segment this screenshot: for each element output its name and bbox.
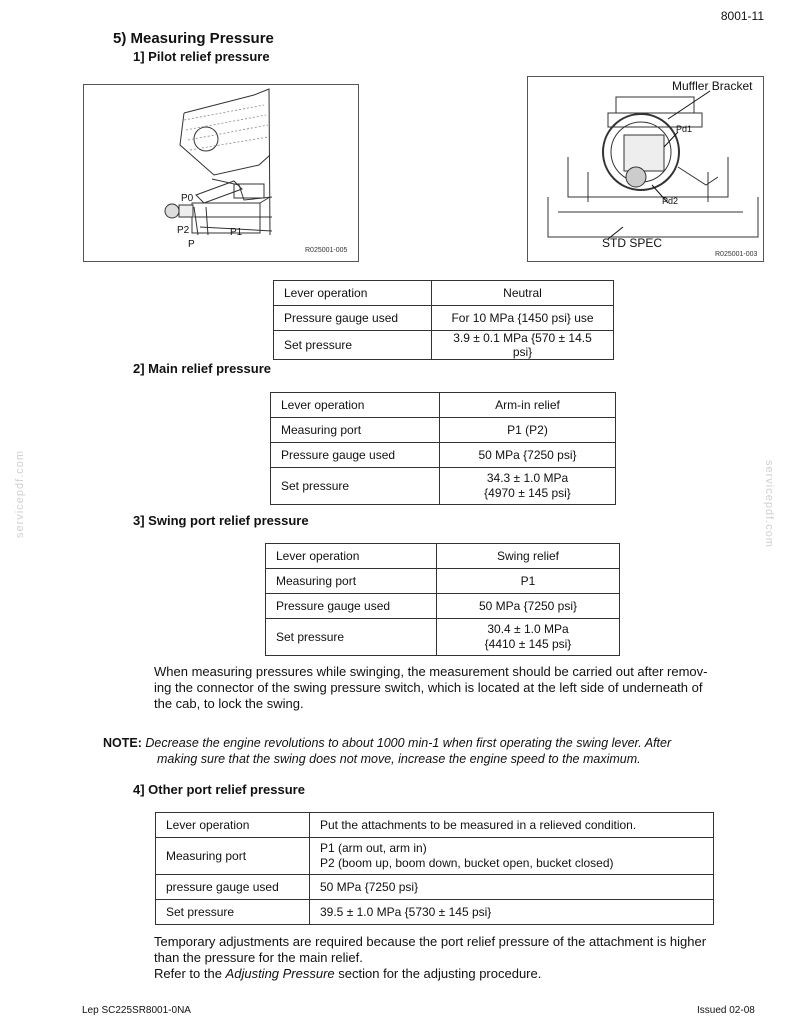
paragraph-line: the cab, to lock the swing.: [154, 696, 304, 711]
row-value: [440, 468, 616, 505]
row-label: Measuring port: [266, 569, 437, 594]
section-heading: 5) Measuring Pressure: [113, 30, 274, 47]
label-pd2: Pd2: [662, 196, 679, 206]
watermark-left: servicepdf.com: [14, 450, 26, 538]
row-value: For 10 MPa {1450 psi} use: [432, 306, 614, 331]
row-label: Set pressure: [156, 900, 310, 925]
row-value: 50 MPa {7250 psi}: [310, 875, 714, 900]
table-row: [274, 306, 614, 331]
pilot-pump-figure: [83, 84, 359, 262]
note-text: making sure that the swing does not move, increase the engine speed to the maximum.: [157, 752, 641, 766]
row-value: [310, 838, 714, 875]
paragraph-line: ing the connector of the swing pressure switch, which is located at the left side of underneath of: [154, 680, 703, 695]
table-row: [266, 544, 620, 569]
row-label: Lever operation: [271, 393, 440, 418]
pilot-pump-drawing: [84, 85, 358, 261]
table-row: [156, 813, 714, 838]
row-label: Pressure gauge used: [274, 306, 432, 331]
table-row: [271, 393, 616, 418]
row-label: Measuring port: [156, 838, 310, 875]
footer-doc-code: Lep SC225SR8001-0NA: [82, 1005, 191, 1016]
row-label: pressure gauge used: [156, 875, 310, 900]
note-block: [103, 735, 763, 767]
label-p: P: [188, 239, 195, 250]
row-value: 39.5 ± 1.0 MPa {5730 ± 145 psi}: [310, 900, 714, 925]
figure-code-right: R025001-003: [715, 251, 758, 258]
note-line-2: [103, 751, 763, 767]
table-row: [156, 838, 714, 875]
note-line-1: [103, 735, 763, 751]
refer-before: Refer to the: [154, 966, 226, 981]
table-row: [156, 875, 714, 900]
row-label: Set pressure: [271, 468, 440, 505]
refer-link-text: Adjusting Pressure: [225, 966, 335, 981]
refer-line: [154, 966, 774, 982]
swing-paragraph: [154, 664, 774, 712]
value-line: 34.3 ± 1.0 MPa: [486, 471, 569, 485]
table-row: [266, 619, 620, 656]
label-p0: P0: [181, 193, 194, 204]
muffler-bracket-label: Muffler Bracket: [672, 79, 753, 93]
label-pd1: Pd1: [676, 124, 693, 134]
paragraph-line: Temporary adjustments are required because the port relief pressure of the attachment is higher: [154, 934, 707, 949]
row-label: Lever operation: [274, 281, 432, 306]
table-row: [271, 443, 616, 468]
other-paragraph: [154, 934, 774, 982]
pilot-relief-title: 1] Pilot relief pressure: [133, 49, 270, 64]
paragraph-line: than the pressure for the main relief.: [154, 950, 363, 965]
row-value: Put the attachments to be measured in a relieved condition.: [310, 813, 714, 838]
table-row: [271, 468, 616, 505]
muffler-bracket-figure: [527, 76, 764, 262]
other-relief-table: [155, 812, 714, 925]
row-label: Lever operation: [266, 544, 437, 569]
muffler-bracket-drawing: [528, 77, 763, 261]
table-row: [266, 594, 620, 619]
value-line: P2 (boom up, boom down, bucket open, bucket closed): [320, 856, 614, 870]
value-line: {4970 ± 145 psi}: [484, 486, 571, 500]
row-label: Set pressure: [274, 331, 432, 360]
row-value: 50 MPa {7250 psi}: [437, 594, 620, 619]
refer-after: section for the adjusting procedure.: [334, 966, 542, 981]
row-label: Pressure gauge used: [266, 594, 437, 619]
row-value: Swing relief: [437, 544, 620, 569]
row-value: Arm-in relief: [440, 393, 616, 418]
swing-relief-table: [265, 543, 620, 656]
other-relief-title: 4] Other port relief pressure: [133, 782, 305, 797]
table-row: [266, 569, 620, 594]
table-row: [274, 281, 614, 306]
row-value: [437, 619, 620, 656]
row-value: Neutral: [432, 281, 614, 306]
main-relief-table: [270, 392, 616, 505]
main-relief-title: 2] Main relief pressure: [133, 361, 271, 376]
row-value: 50 MPa {7250 psi}: [440, 443, 616, 468]
std-spec-label: STD SPEC: [602, 236, 663, 250]
page-number: 8001-11: [720, 9, 764, 23]
watermark-right: servicepdf.com: [763, 460, 775, 548]
paragraph-line: When measuring pressures while swinging, the measurement should be carried out after remov-: [154, 664, 708, 679]
label-p1: P1: [230, 227, 243, 238]
value-line: {4410 ± 145 psi}: [484, 637, 572, 651]
value-line: 30.4 ± 1.0 MPa: [487, 622, 569, 636]
row-label: Pressure gauge used: [271, 443, 440, 468]
note-text: Decrease the engine revolutions to about 1000 min-1 when first operating the swing lever. After: [145, 736, 672, 750]
row-value: P1 (P2): [440, 418, 616, 443]
footer-issue: Issued 02-08: [697, 1005, 755, 1016]
row-label: Lever operation: [156, 813, 310, 838]
figure-code-left: R025001-005: [305, 247, 348, 254]
row-value: 3.9 ± 0.1 MPa {570 ± 14.5 psi}: [432, 331, 614, 360]
label-p2: P2: [177, 225, 190, 236]
pilot-relief-table: [273, 280, 614, 360]
row-label: Measuring port: [271, 418, 440, 443]
table-row: [271, 418, 616, 443]
row-value: P1: [437, 569, 620, 594]
value-line: P1 (arm out, arm in): [320, 841, 427, 855]
note-label: NOTE:: [103, 736, 142, 750]
table-row: [274, 331, 614, 360]
row-label: Set pressure: [266, 619, 437, 656]
table-row: [156, 900, 714, 925]
swing-relief-title: 3] Swing port relief pressure: [133, 513, 309, 528]
